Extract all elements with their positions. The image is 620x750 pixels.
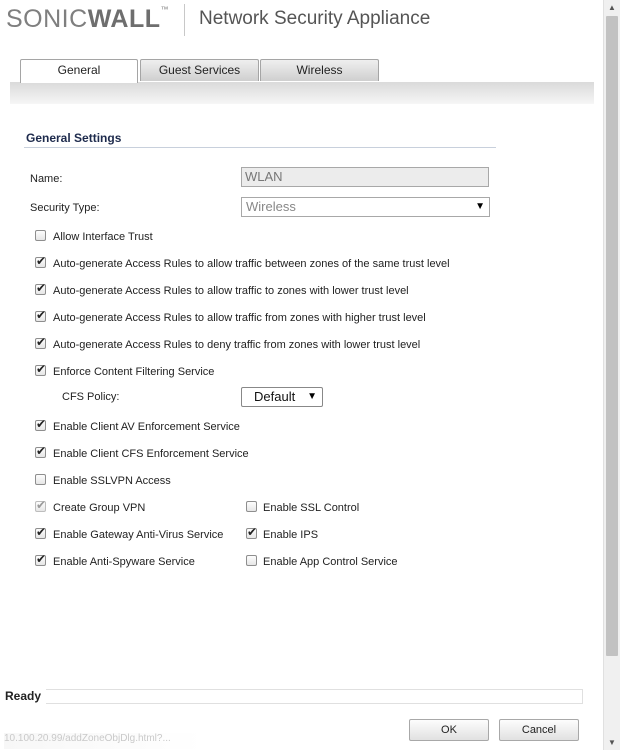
tab-wireless[interactable]: Wireless [260,59,379,81]
sslvpn-label: Enable SSLVPN Access [53,475,171,487]
auto-higher-trust-checkbox[interactable] [35,308,47,322]
url-hint: 10.100.20.99/addZoneObjDlg.html?... [4,733,204,749]
checkmark-icon: ✔ [36,498,47,512]
auto-lower-trust-checkbox[interactable] [35,281,47,295]
anti-spyware-checkbox[interactable] [35,552,47,566]
dropdown-arrow-icon: ▼ [475,201,485,212]
checkmark-icon: ✔ [36,308,47,322]
cfs-policy-label: CFS Policy: [62,391,120,403]
checkmark-icon: ✔ [36,525,47,539]
scroll-up-arrow-icon[interactable]: ▲ [608,3,616,12]
gateway-av-checkbox[interactable] [35,525,47,539]
ips-checkbox[interactable] [246,525,258,539]
group-vpn-label: Create Group VPN [53,502,146,514]
client-av-checkbox[interactable] [35,417,47,431]
checkmark-icon: ✔ [36,281,47,295]
client-cfs-label: Enable Client CFS Enforcement Service [53,448,249,460]
dropdown-arrow-icon: ▼ [307,391,317,402]
app-control-checkbox[interactable] [246,555,257,566]
ssl-control-checkbox[interactable] [246,501,257,512]
vertical-scrollbar[interactable] [603,0,620,750]
allow-interface-trust-label: Allow Interface Trust [53,231,153,243]
cfs-policy-select[interactable] [241,387,323,407]
logo-bold-text: WALL [87,5,161,33]
scrollbar-thumb[interactable] [606,16,618,656]
checkmark-icon: ✔ [36,417,47,431]
app-control-label: Enable App Control Service [263,556,398,568]
sslvpn-checkbox[interactable] [35,474,46,485]
checkmark-icon: ✔ [36,335,47,349]
tab-guest-services[interactable]: Guest Services [140,59,259,81]
checkmark-icon: ✔ [36,552,47,566]
ips-label: Enable IPS [263,529,319,541]
auto-higher-trust-label: Auto-generate Access Rules to allow traffic from zones with higher trust level [53,312,426,324]
checkmark-icon: ✔ [36,444,47,458]
name-label: Name: [30,173,63,185]
logo-light-text: SONIC [6,5,88,33]
name-field[interactable]: WLAN [241,167,489,187]
ssl-control-label: Enable SSL Control [263,502,360,514]
auto-deny-lower-label: Auto-generate Access Rules to deny traffic from zones with lower trust level [53,339,421,351]
auto-same-trust-label: Auto-generate Access Rules to allow traffic between zones of the same trust level [53,258,450,270]
client-av-label: Enable Client AV Enforcement Service [53,421,240,433]
app-header [0,0,603,42]
tab-content-band [10,82,594,104]
enforce-cfs-checkbox[interactable] [35,362,47,376]
gateway-av-label: Enable Gateway Anti-Virus Service [53,529,224,541]
logo-trademark: ™ [160,5,170,14]
section-title: General Settings [26,131,122,145]
security-type-label: Security Type: [30,202,100,214]
scroll-down-arrow-icon[interactable]: ▼ [608,738,616,747]
enforce-cfs-label: Enforce Content Filtering Service [53,366,215,378]
app-title: Network Security Appliance [199,8,431,29]
cfs-policy-value: Default [254,389,296,404]
ok-button[interactable]: OK [409,719,489,741]
allow-interface-trust-checkbox[interactable] [35,230,46,241]
status-text: Ready [5,689,42,703]
checkmark-icon: ✔ [36,362,47,376]
sonicwall-logo [6,5,169,34]
header-divider [184,4,185,36]
checkmark-icon: ✔ [36,254,47,268]
security-type-select[interactable] [241,197,490,217]
tab-general[interactable]: General [20,59,138,83]
checkmark-icon: ✔ [247,525,258,539]
auto-same-trust-checkbox[interactable] [35,254,47,268]
section-divider [24,147,496,148]
auto-lower-trust-label: Auto-generate Access Rules to allow traffic to zones with lower trust level [53,285,409,297]
security-type-value: Wireless [246,199,296,214]
anti-spyware-label: Enable Anti-Spyware Service [53,556,195,568]
group-vpn-checkbox[interactable] [35,498,47,512]
status-bar [46,689,583,704]
auto-deny-lower-checkbox[interactable] [35,335,47,349]
cancel-button[interactable]: Cancel [499,719,579,741]
client-cfs-checkbox[interactable] [35,444,47,458]
